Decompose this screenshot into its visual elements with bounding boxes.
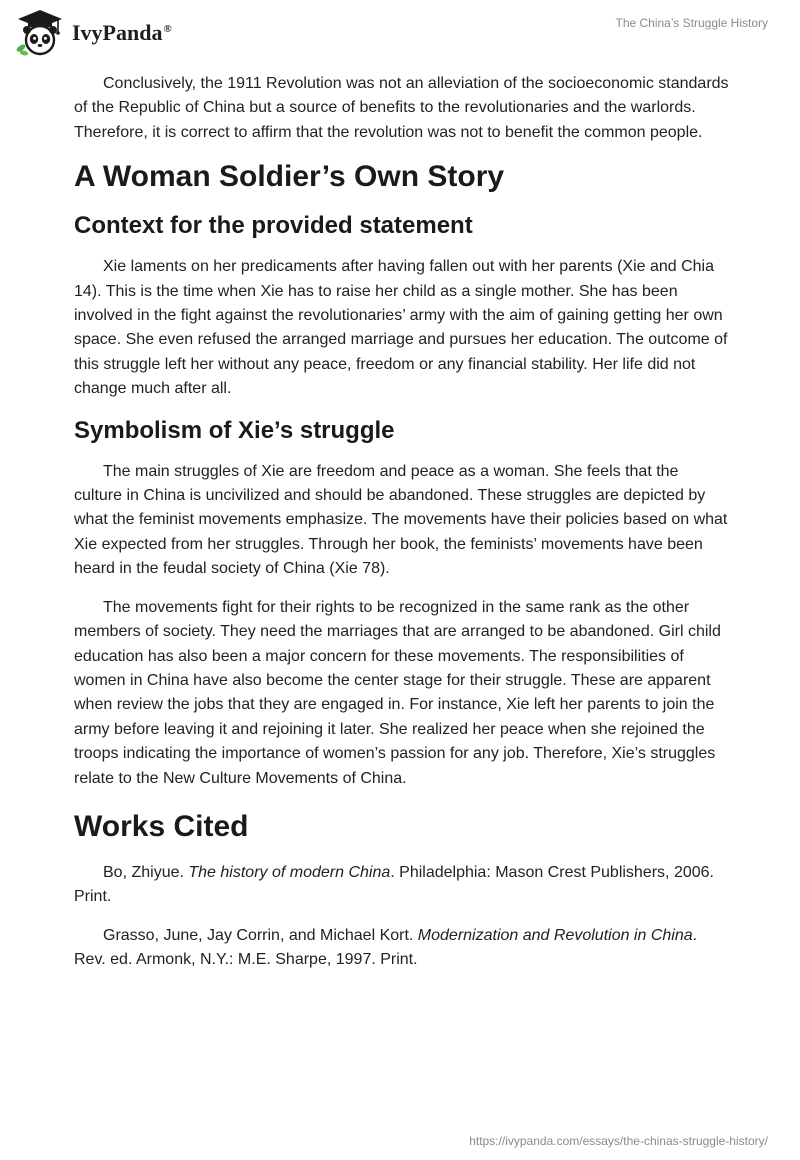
trademark-symbol: ® (163, 22, 172, 35)
page-header (0, 0, 800, 64)
heading-works-cited: Works Cited (74, 809, 249, 843)
brand-name: IvyPanda® (72, 20, 172, 45)
ivypanda-logo[interactable] (14, 8, 172, 56)
paragraph-context: Xie laments on her predicaments after having fallen out with her parents (Xie and Chia 14). This is the time when Xie has to raise her child as a single mother. She has been involved in the fight against the revolutionaries’ army with the aim of gaining getting her own space. She even refused the arranged marriage and pursues her education. The outcome of this struggle left her without any peace, freedom or any financial stability. Her life did not change much after all. (74, 258, 728, 398)
document-title: The China’s Struggle History (615, 16, 768, 30)
citation-item: Grasso, June, Jay Corrin, and Michael Kort. Modernization and Revolution in China. Rev. ed. Armonk, N.Y.: M.E. Sharpe, 1997. Print. (74, 926, 698, 969)
citation-title: Modernization and Revolution in China (417, 926, 693, 944)
panda-graduate-icon (14, 8, 66, 56)
citation-title: The history of modern China (188, 863, 391, 881)
source-url[interactable]: https://ivypanda.com/essays/the-chinas-struggle-history/ (469, 1134, 768, 1148)
paragraph-conclusion: Conclusively, the 1911 Revolution was not an alleviation of the socioeconomic standards of the Republic of China but a source of benefits to the revolutionaries and the warlords. Therefore, it is correct to affirm that the revolution was not to benefit the common people. (74, 75, 729, 141)
essay-content (74, 72, 730, 987)
heading-woman-soldier: A Woman Soldier’s Own Story (74, 160, 505, 194)
paragraph-symbolism-1: The main struggles of Xie are freedom and peace as a woman. She feels that the culture in China is uncivilized and should be abandoned. These struggles are depicted by what the feminist movements emphasize. The movements have their policies based on what Xie expected from her struggles. Through her book, the feminists’ movements have been heard in the feudal society of China (Xie 78). (74, 462, 728, 578)
heading-context: Context for the provided statement (74, 212, 473, 240)
paragraph-symbolism-2: The movements fight for their rights to be recognized in the same rank as the other members of society. They need the marriages that are arranged to be abandoned. Girl child education has also been a major concern for these movements. The responsibilities of women in China have also become the center stage for their struggle. These are apparent when review the jobs that they are engaged in. For instance, Xie left her parents to join the army before leaving it and rejoining it later. She realized her peace when she rejoined the troops indicating the importance of women’s passion for any job. Therefore, Xie’s struggles relate to the New Culture Movements of China. (74, 598, 721, 787)
heading-symbolism: Symbolism of Xie’s struggle (74, 416, 395, 444)
citation-item: Bo, Zhiyue. The history of modern China. Philadelphia: Mason Crest Publishers, 2006. Print. (74, 863, 714, 906)
